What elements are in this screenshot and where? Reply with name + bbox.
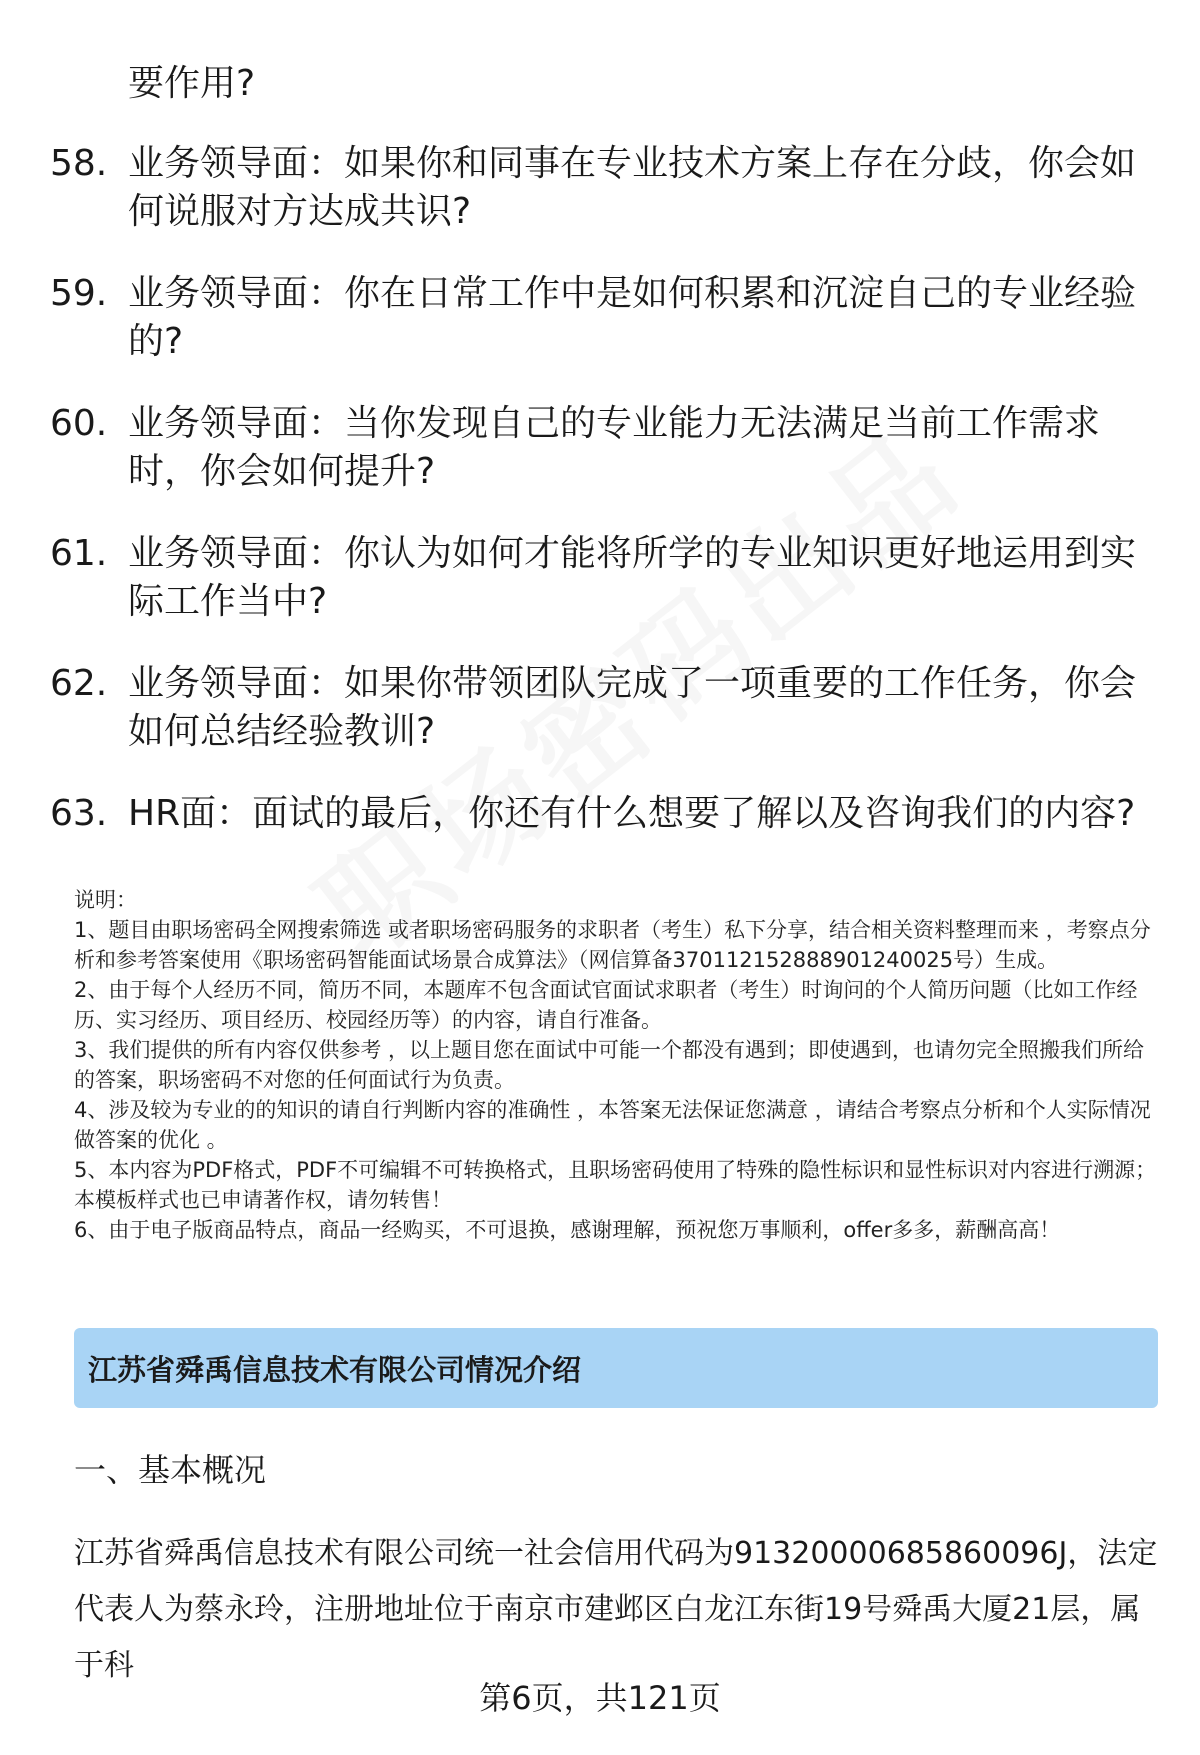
notes-line: 5、本内容为PDF格式，PDF不可编辑不可转换格式，且职场密码使用了特殊的隐性标识和显性标识对内容进行溯源；本模板样式也已申请著作权，请勿转售！ <box>74 1158 1157 1212</box>
notes-line: 3、我们提供的所有内容仅供参考 ，以上题目您在面试中可能一个都没有遇到；即使遇到，也请勿完全照搬我们所给的答案，职场密码不对您的任何面试行为负责。 <box>74 1038 1145 1092</box>
question-text: 业务领导面：如果你带领团队完成了一项重要的工作任务，你会如何总结经验教训? <box>128 663 1137 752</box>
question-text: 业务领导面：当你发现自己的专业能力无法满足当前工作需求时，你会如何提升? <box>128 403 1101 492</box>
notes-line: 2、由于每个人经历不同，简历不同，本题库不包含面试官面试求职者（考生）时询问的个人简历问题（比如工作经历、实习经历、项目经历、校园经历等）的内容，请自行准备。 <box>74 978 1138 1032</box>
notes-line: 4、涉及较为专业的的知识的请自行判断内容的准确性 ，本答案无法保证您满意 ，请结合考察点分析和个人实际情况做答案的优化 。 <box>74 1098 1151 1152</box>
page-number: 第6页，共121页 <box>479 1679 721 1717</box>
company-body-text: 江苏省舜禹信息技术有限公司统一社会信用代码为91320000685860096J，法定代表人为蔡永玲，注册地址位于南京市建邺区白龙江东街19号舜禹大厦21层，属于科 <box>74 1536 1158 1683</box>
question-item <box>50 790 1150 838</box>
question-text: 业务领导面：你在日常工作中是如何积累和沉淀自己的专业经验的? <box>128 273 1137 362</box>
notes-title: 说明： <box>74 888 137 912</box>
question-number: 58. <box>50 143 108 184</box>
question-list <box>50 140 1150 872</box>
question-text: 业务领导面：如果你和同事在专业技术方案上存在分歧，你会如何说服对方达成共识? <box>128 143 1137 232</box>
question-number: 59. <box>50 273 108 314</box>
question-item <box>50 400 1150 496</box>
question-item <box>50 270 1150 366</box>
question-item <box>50 530 1150 626</box>
question-continuation: 要作用? <box>128 63 256 104</box>
company-title: 江苏省舜禹信息技术有限公司情况介绍 <box>88 1352 582 1387</box>
notes-line: 1、题目由职场密码全网搜索筛选 或者职场密码服务的求职者（考生）私下分享，结合相关资料整理而来 ，考察点分析和参考答案使用《职场密码智能面试场景合成算法》（网信算备370112152888901240025号）生成。 <box>74 918 1151 972</box>
question-number: 63. <box>50 793 108 834</box>
section-heading: 一、基本概况 <box>74 1451 267 1489</box>
question-text: 业务领导面：你认为如何才能将所学的专业知识更好地运用到实际工作当中? <box>128 533 1137 622</box>
question-number: 61. <box>50 533 108 574</box>
company-title-bar <box>74 1328 1158 1408</box>
question-item <box>50 140 1150 236</box>
notes-block <box>74 885 1160 1245</box>
question-number: 62. <box>50 663 108 704</box>
question-item <box>50 660 1150 756</box>
question-text: HR面：面试的最后，你还有什么想要了解以及咨询我们的内容? <box>128 793 1136 834</box>
notes-line: 6、由于电子版商品特点，商品一经购买，不可退换，感谢理解，预祝您万事顺利，offer多多，薪酬高高！ <box>74 1218 1061 1242</box>
question-number: 60. <box>50 403 108 444</box>
